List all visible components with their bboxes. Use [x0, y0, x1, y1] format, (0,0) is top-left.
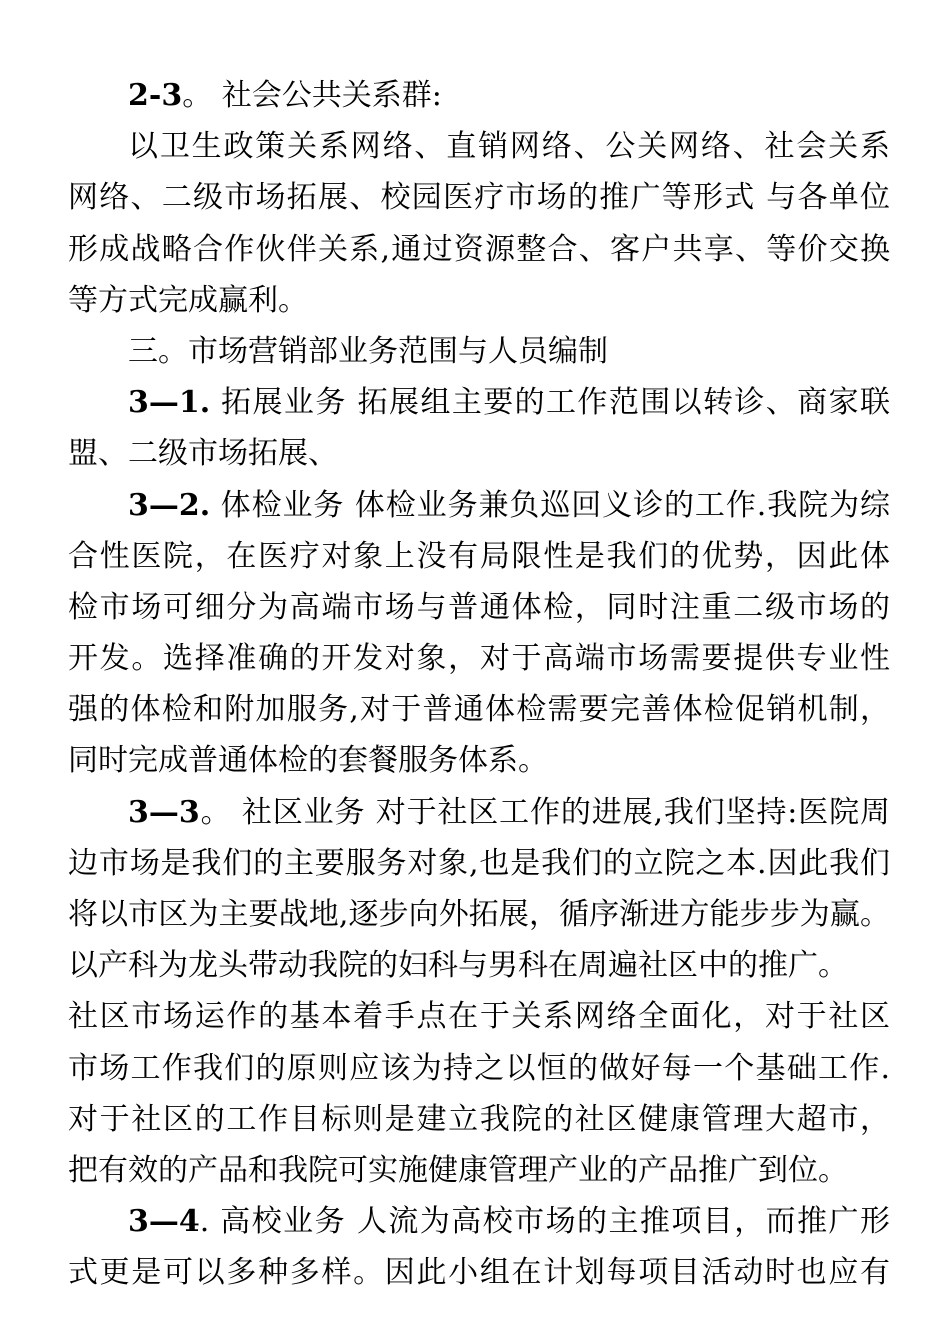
- paragraph-line: 强的体检和附加服务,对于普通体检需要完善体检促销机制，: [68, 692, 890, 728]
- item-text: 体检业务 体检业务兼负巡回义诊的工作.我院为综: [210, 487, 890, 523]
- paragraph-line: 开发。选择准确的开发对象，对于高端市场需要提供专业性: [68, 641, 890, 677]
- paragraph-line: 边市场是我们的主要服务对象,也是我们的立院之本.因此我们: [68, 845, 890, 881]
- item-number: 3—4: [128, 1204, 200, 1240]
- item-3-4-first-line: [68, 1196, 890, 1247]
- paragraph-line: 检市场可细分为高端市场与普通体检，同时注重二级市场的: [68, 589, 890, 625]
- paragraph-line: 以卫生政策关系网络、直销网络、公关网络、社会关系: [128, 129, 890, 165]
- item-3-2-first-line: [68, 480, 890, 531]
- paragraph-line: 等方式完成赢利。: [68, 282, 308, 318]
- paragraph-line: 同时完成普通体检的套餐服务体系。: [68, 743, 548, 779]
- item-3-1-first-line: [68, 377, 890, 428]
- paragraph-line: 把有效的产品和我院可实施健康管理产业的产品推广到位。: [68, 1152, 848, 1188]
- item-text: 拓展业务 拓展组主要的工作范围以转诊、商家联: [210, 385, 890, 421]
- paragraph-line: 以产科为龙头带动我院的妇科与男科在周遍社区中的推广。: [68, 948, 848, 984]
- item-number: 3—1.: [128, 385, 211, 421]
- paragraph-line: 网络、二级市场拓展、校园医疗市场的推广等形式 与各单位: [68, 180, 890, 216]
- item-number: 3—3: [128, 794, 200, 830]
- item-text: 。 社区业务 对于社区工作的进展,我们坚持:医院周: [199, 794, 890, 830]
- heading-number: 2-3: [128, 78, 183, 113]
- paragraph-line: 对于社区的工作目标则是建立我院的社区健康管理大超市，: [68, 1101, 890, 1137]
- item-3-3-first-line: [68, 787, 890, 838]
- paragraph-line: 社区市场运作的基本着手点在于关系网络全面化，对于社区: [68, 999, 890, 1035]
- paragraph-line: 将以市区为主要战地,逐步向外拓展，循序渐进方能步步为赢。: [68, 897, 890, 932]
- heading-section-3: 三。市场营销部业务范围与人员编制: [128, 333, 608, 369]
- paragraph-line: 市场工作我们的原则应该为持之以恒的做好每一个基础工作.: [68, 1050, 890, 1086]
- document-page: [68, 70, 890, 1299]
- paragraph-line: 式更是可以多种多样。因此小组在计划每项目活动时也应有: [68, 1255, 890, 1291]
- heading-text: 。 社会公共关系群:: [182, 78, 442, 113]
- item-text: . 高校业务 人流为高校市场的主推项目，而推广形: [199, 1204, 890, 1240]
- heading-2-3: [68, 70, 890, 121]
- item-number: 3—2.: [128, 487, 211, 523]
- paragraph-line: 合性医院，在医疗对象上没有局限性是我们的优势，因此体: [68, 538, 890, 574]
- paragraph-line: 形成战略合作伙伴关系,通过资源整合、客户共享、等价交换: [68, 231, 890, 267]
- paragraph-line: 盟、二级市场拓展、: [68, 436, 338, 472]
